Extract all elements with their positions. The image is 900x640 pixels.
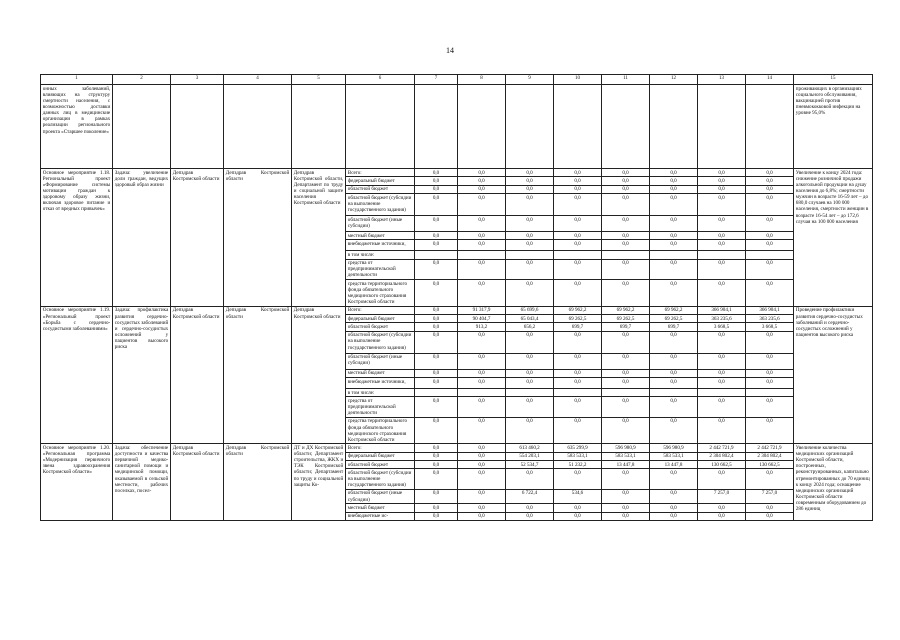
value-cell: 0,0 (506, 378, 554, 389)
value-cell: 0,0 (554, 259, 602, 280)
column-number-cell: 4 (224, 75, 292, 85)
value-cell: 0,0 (746, 378, 794, 389)
value-cell: 69 262,5 (650, 315, 698, 323)
value-cell: 0,0 (746, 216, 794, 232)
value-cell: 0,0 (415, 280, 458, 307)
value-cell: 0,0 (458, 232, 506, 240)
value-cell: 6 722,4 (506, 489, 554, 503)
event-c1-cell: Основное мероприятие 1.20. «Региональная программа «Модернизация первичного звена здравоохранения Костромской области» (41, 444, 113, 520)
empty-cell (698, 85, 746, 169)
empty-cell (458, 85, 506, 169)
column-number-cell: 2 (113, 75, 171, 85)
expected-result-cell: Проведение профилактики развития сердечно-сосудистых заболеваний и сердечно-сосудистых осложнений у пациентов высокого риска (794, 306, 873, 444)
value-cell: 0,0 (602, 353, 650, 369)
value-cell: 0,0 (650, 512, 698, 520)
value-cell: 0,0 (650, 185, 698, 193)
event-c2-cell: Задача: увеличение доли граждан, ведущих здоровый образ жизни (113, 169, 171, 307)
value-cell: 0,0 (650, 504, 698, 512)
value-cell: 0,0 (415, 444, 458, 452)
event-c5-cell: Депздрав Костромской области, Департамент по труду и социальной защите населения Костромской области (292, 169, 346, 307)
value-cell: 583 533,1 (602, 452, 650, 460)
empty-cell (224, 85, 292, 169)
value-cell: 0,0 (458, 489, 506, 503)
column-number-cell: 15 (794, 75, 873, 85)
value-cell: 69 262,5 (554, 315, 602, 323)
value-cell: 0,0 (602, 397, 650, 418)
empty-cell (346, 85, 415, 169)
value-cell: 0,0 (746, 397, 794, 418)
funding-source-cell: средства территориального фонда обязательного медицинского страхования Костромской области (346, 280, 415, 307)
value-cell: 0,0 (650, 232, 698, 240)
value-cell: 69 262,5 (602, 315, 650, 323)
value-cell: 0,0 (458, 259, 506, 280)
column-number-cell: 1 (41, 75, 113, 85)
funding-source-cell: местный бюджет (346, 369, 415, 377)
value-cell: 0,0 (554, 353, 602, 369)
value-cell: 0,0 (554, 512, 602, 520)
value-cell: 0,0 (506, 469, 554, 490)
expected-result-cell: Увеличение количества медицинских организаций Костромской области, построенных, реконструированных, капитально отремонтированных до 70 единиц к концу 2024 года; оснащение медицинских организаций Костромской области современным оборудованием до 286 единиц (794, 444, 873, 520)
value-cell: 0,0 (554, 504, 602, 512)
value-cell: 0,0 (698, 504, 746, 512)
column-number-cell: 7 (415, 75, 458, 85)
value-cell: 0,0 (602, 259, 650, 280)
funding-source-cell: средства территориального фонда обязательного медицинского страхования Костромской области (346, 417, 415, 444)
value-cell: 0,0 (554, 240, 602, 251)
column-number-cell: 8 (458, 75, 506, 85)
value-cell: 0,0 (650, 378, 698, 389)
value-cell: 0,0 (554, 194, 602, 216)
value-cell: 0,0 (554, 469, 602, 490)
value-cell: 0,0 (458, 417, 506, 444)
value-cell: 0,0 (698, 185, 746, 193)
value-cell: 0,0 (506, 169, 554, 177)
funding-source-cell: местный бюджет (346, 232, 415, 240)
value-cell: 0,0 (458, 216, 506, 232)
column-number-cell: 3 (171, 75, 224, 85)
value-cell: 65 699,6 (506, 306, 554, 314)
value-cell: 0,0 (602, 280, 650, 307)
value-cell: 0,0 (602, 185, 650, 193)
value-cell (698, 389, 746, 397)
value-cell: 0,0 (458, 185, 506, 193)
value-cell: 0,0 (415, 512, 458, 520)
value-cell: 69 962,2 (554, 306, 602, 314)
funding-source-cell: областной бюджет (иные субсидии) (346, 216, 415, 232)
value-cell: 0,0 (746, 417, 794, 444)
funding-source-cell: областной бюджет (субсидии на выполнение государственного задания) (346, 331, 415, 353)
value-cell: 0,0 (602, 240, 650, 251)
funding-source-cell: федеральный бюджет (346, 452, 415, 460)
value-cell: 0,0 (650, 417, 698, 444)
funding-row (41, 444, 873, 452)
value-cell: 0,0 (415, 331, 458, 353)
column-number-cell: 14 (746, 75, 794, 85)
event-c4-cell: Депздрав Костромской области (224, 306, 292, 444)
value-cell: 0,0 (602, 469, 650, 490)
value-cell (415, 389, 458, 397)
value-cell: 0,0 (458, 369, 506, 377)
event-c3-cell: Депздрав Костромской области (171, 169, 224, 307)
event-c4-cell: Депздрав Костромской области (224, 444, 292, 520)
value-cell: 0,0 (415, 306, 458, 314)
value-cell: 0,0 (458, 169, 506, 177)
value-cell: 0,0 (746, 369, 794, 377)
value-cell: 0,0 (415, 417, 458, 444)
event-c5-cell: Депздрав Костромской области (292, 306, 346, 444)
empty-cell (171, 85, 224, 169)
empty-cell (113, 85, 171, 169)
funding-source-cell: областной бюджет (субсидии на выполнение государственного задания) (346, 194, 415, 216)
value-cell: 0,0 (506, 369, 554, 377)
value-cell: 0,0 (415, 378, 458, 389)
column-number-cell: 6 (346, 75, 415, 85)
value-cell: 0,0 (602, 331, 650, 353)
value-cell: 2 442 721,9 (698, 444, 746, 452)
funding-source-cell: средства от предпринимательской деятельности (346, 397, 415, 418)
value-cell: 0,0 (746, 469, 794, 490)
value-cell: 363 235,6 (698, 315, 746, 323)
value-cell: 0,0 (698, 369, 746, 377)
value-cell: 0,0 (650, 216, 698, 232)
value-cell: 0,0 (506, 177, 554, 185)
event-c2-cell: Задача: профилактика развития сердечно-сосудистых заболеваний и сердечно-сосудистых осложнений у пациентов высокого риска (113, 306, 171, 444)
value-cell: 0,0 (554, 216, 602, 232)
value-cell: 0,0 (602, 216, 650, 232)
value-cell: 0,0 (458, 280, 506, 307)
value-cell: 0,0 (415, 194, 458, 216)
value-cell: 0,0 (415, 177, 458, 185)
value-cell: 0,0 (415, 323, 458, 331)
value-cell: 0,0 (415, 259, 458, 280)
value-cell: 699,7 (554, 323, 602, 331)
value-cell: 91 317,9 (458, 306, 506, 314)
value-cell: 0,0 (602, 369, 650, 377)
event-c2-cell: Задача: обеспечение доступности и качества первичной медико-санитарной помощи и медицинской помощи, оказываемой в сельской местности, рабочих поселках, посел- (113, 444, 171, 520)
value-cell: 2 442 721,9 (746, 444, 794, 452)
value-cell: 699,7 (602, 323, 650, 331)
value-cell: 0,0 (506, 353, 554, 369)
value-cell (602, 251, 650, 259)
value-cell: 0,0 (698, 240, 746, 251)
funding-row (41, 169, 873, 177)
value-cell: 0,0 (602, 378, 650, 389)
funding-row (41, 306, 873, 314)
value-cell: 0,0 (415, 369, 458, 377)
value-cell: 0,0 (415, 185, 458, 193)
value-cell (506, 389, 554, 397)
value-cell: 0,0 (506, 504, 554, 512)
table-body (41, 75, 873, 521)
value-cell: 0,0 (554, 280, 602, 307)
value-cell: 0,0 (506, 240, 554, 251)
value-cell: 0,0 (746, 185, 794, 193)
continuation-event-cell: онных заболеваний, влияющих на структуру смертности населения, с возможностью доставки данных лиц в медицинские организации в рамках реализации регионального проекта «Старшее поколение» (41, 85, 113, 169)
empty-cell (506, 85, 554, 169)
continuation-result-cell: проживающих в организациях социального обслуживания, вакцинацией против пневмококковой инфекции на уровне 95,0% (794, 85, 873, 169)
value-cell (554, 251, 602, 259)
value-cell: 7 257,0 (698, 489, 746, 503)
column-number-cell: 9 (506, 75, 554, 85)
value-cell: 0,0 (415, 216, 458, 232)
funding-source-cell: областной бюджет (346, 185, 415, 193)
value-cell: 0,0 (415, 353, 458, 369)
value-cell: 0,0 (554, 177, 602, 185)
empty-cell (602, 85, 650, 169)
value-cell: 0,0 (650, 353, 698, 369)
value-cell (602, 389, 650, 397)
funding-source-cell: областной бюджет (иные субсидии) (346, 489, 415, 503)
value-cell: 0,0 (650, 489, 698, 503)
value-cell: 0,0 (506, 216, 554, 232)
event-c4-cell: Депздрав Костромской области (224, 169, 292, 307)
empty-cell (650, 85, 698, 169)
value-cell: 0,0 (746, 194, 794, 216)
event-c1-cell: Основное мероприятие 1.18. Региональный проект «Формирование системы мотивации граждан к здоровому образу жизни, включая здоровое питание и отказ от вредных привычек» (41, 169, 113, 307)
value-cell: 363 235,6 (746, 315, 794, 323)
value-cell: 0,0 (698, 378, 746, 389)
value-cell: 0,0 (458, 378, 506, 389)
value-cell: 0,0 (554, 397, 602, 418)
value-cell: 0,0 (602, 489, 650, 503)
value-cell: 656,2 (506, 323, 554, 331)
value-cell: 0,0 (602, 512, 650, 520)
funding-source-cell: областной бюджет (346, 461, 415, 469)
value-cell: 0,0 (746, 512, 794, 520)
value-cell: 366 904,1 (746, 306, 794, 314)
value-cell: 0,0 (458, 444, 506, 452)
value-cell: 0,0 (698, 417, 746, 444)
value-cell: 0,0 (415, 469, 458, 490)
funding-source-cell: внебюджетные источники, (346, 240, 415, 251)
value-cell: 0,0 (698, 232, 746, 240)
value-cell: 130 662,5 (746, 461, 794, 469)
value-cell: 0,0 (506, 417, 554, 444)
value-cell: 0,0 (458, 397, 506, 418)
value-cell: 596 980,9 (650, 444, 698, 452)
value-cell: 0,0 (602, 232, 650, 240)
funding-source-cell: местный бюджет (346, 504, 415, 512)
value-cell (554, 389, 602, 397)
value-cell: 0,0 (698, 469, 746, 490)
value-cell: 69 962,2 (650, 306, 698, 314)
value-cell: 0,0 (698, 194, 746, 216)
value-cell: 0,0 (650, 194, 698, 216)
value-cell: 583 533,1 (554, 452, 602, 460)
value-cell: 0,0 (698, 259, 746, 280)
funding-source-cell: федеральный бюджет (346, 315, 415, 323)
value-cell: 534,6 (554, 489, 602, 503)
funding-source-cell: внебюджетные источники, (346, 378, 415, 389)
value-cell: 0,0 (746, 331, 794, 353)
value-cell: 0,0 (554, 369, 602, 377)
value-cell: 0,0 (650, 240, 698, 251)
value-cell: 13 447,8 (650, 461, 698, 469)
event-c3-cell: Депздрав Костромской области (171, 306, 224, 444)
value-cell: 0,0 (698, 216, 746, 232)
value-cell (698, 251, 746, 259)
empty-cell (292, 85, 346, 169)
value-cell: 583 533,1 (650, 452, 698, 460)
value-cell: 0,0 (506, 331, 554, 353)
value-cell: 0,0 (698, 331, 746, 353)
value-cell: 0,0 (650, 169, 698, 177)
value-cell: 52 534,7 (506, 461, 554, 469)
value-cell: 0,0 (698, 177, 746, 185)
value-cell: 554 203,1 (506, 452, 554, 460)
value-cell: 13 447,8 (602, 461, 650, 469)
value-cell: 69 962,2 (602, 306, 650, 314)
value-cell: 0,0 (698, 512, 746, 520)
value-cell (458, 251, 506, 259)
column-number-cell: 11 (602, 75, 650, 85)
value-cell: 0,0 (415, 397, 458, 418)
funding-source-cell: областной бюджет (346, 323, 415, 331)
funding-source-cell: федеральный бюджет (346, 177, 415, 185)
value-cell: 0,0 (554, 417, 602, 444)
funding-source-cell: Всего: (346, 444, 415, 452)
value-cell: 0,0 (602, 194, 650, 216)
value-cell: 3 668,5 (746, 323, 794, 331)
column-number-cell: 5 (292, 75, 346, 85)
event-c3-cell: Депздрав Костромской области (171, 444, 224, 520)
value-cell: 635 299,9 (554, 444, 602, 452)
value-cell: 0,0 (746, 169, 794, 177)
value-cell: 0,0 (650, 331, 698, 353)
value-cell: 0,0 (746, 232, 794, 240)
value-cell: 90 404,7 (458, 315, 506, 323)
column-number-cell: 13 (698, 75, 746, 85)
value-cell: 2 304 802,4 (746, 452, 794, 460)
value-cell: 699,7 (650, 323, 698, 331)
value-cell: 0,0 (602, 177, 650, 185)
value-cell (506, 251, 554, 259)
value-cell: 596 980,9 (602, 444, 650, 452)
value-cell: 0,0 (554, 185, 602, 193)
value-cell: 613 460,2 (506, 444, 554, 452)
value-cell: 0,0 (458, 177, 506, 185)
value-cell: 0,0 (506, 232, 554, 240)
funding-source-cell: Всего: (346, 169, 415, 177)
value-cell: 0,0 (458, 240, 506, 251)
funding-source-cell: внебюджетные ис- (346, 512, 415, 520)
value-cell: 0,0 (458, 512, 506, 520)
value-cell: 0,0 (458, 194, 506, 216)
value-cell: 0,0 (650, 397, 698, 418)
value-cell: 0,0 (746, 240, 794, 251)
value-cell: 0,0 (746, 353, 794, 369)
value-cell: 0,0 (746, 177, 794, 185)
value-cell: 0,0 (554, 232, 602, 240)
value-cell (746, 389, 794, 397)
header-row (41, 75, 873, 85)
value-cell: 0,0 (415, 489, 458, 503)
value-cell: 0,0 (506, 259, 554, 280)
value-cell (746, 251, 794, 259)
funding-source-cell: в том числе: (346, 389, 415, 397)
value-cell: 3 668,5 (698, 323, 746, 331)
value-cell: 0,0 (602, 417, 650, 444)
value-cell: 7 257,0 (746, 489, 794, 503)
funding-source-cell: областной бюджет (иные субсидии) (346, 353, 415, 369)
event-c1-cell: Основное мероприятие 1.19. «Региональный проект «Борьба с сердечно-сосудистыми заболеваниями» (41, 306, 113, 444)
value-cell: 913,2 (458, 323, 506, 331)
empty-cell (554, 85, 602, 169)
value-cell: 0,0 (650, 280, 698, 307)
value-cell: 0,0 (458, 469, 506, 490)
empty-cell (746, 85, 794, 169)
page-number: 14 (446, 46, 454, 55)
value-cell (458, 389, 506, 397)
value-cell (650, 389, 698, 397)
value-cell: 0,0 (458, 353, 506, 369)
value-cell: 0,0 (554, 169, 602, 177)
value-cell: 366 904,1 (698, 306, 746, 314)
value-cell: 0,0 (415, 315, 458, 323)
value-cell: 0,0 (458, 452, 506, 460)
value-cell: 0,0 (650, 177, 698, 185)
column-number-cell: 12 (650, 75, 698, 85)
value-cell: 0,0 (415, 504, 458, 512)
value-cell (415, 251, 458, 259)
funding-source-cell: Всего: (346, 306, 415, 314)
value-cell: 0,0 (415, 452, 458, 460)
value-cell: 0,0 (746, 280, 794, 307)
value-cell: 0,0 (506, 512, 554, 520)
empty-cell (415, 85, 458, 169)
funding-source-cell: в том числе: (346, 251, 415, 259)
value-cell: 0,0 (506, 194, 554, 216)
value-cell: 0,0 (506, 280, 554, 307)
value-cell: 0,0 (650, 469, 698, 490)
value-cell: 0,0 (746, 259, 794, 280)
value-cell (650, 251, 698, 259)
value-cell: 0,0 (698, 353, 746, 369)
value-cell: 0,0 (458, 504, 506, 512)
value-cell: 130 662,5 (698, 461, 746, 469)
value-cell: 65 043,4 (506, 315, 554, 323)
value-cell: 2 304 802,4 (698, 452, 746, 460)
value-cell: 0,0 (458, 461, 506, 469)
funding-source-cell: областной бюджет (субсидии на выполнение государственного задания) (346, 469, 415, 490)
funding-source-cell: средства от предпринимательской деятельности (346, 259, 415, 280)
value-cell: 0,0 (698, 169, 746, 177)
value-cell: 0,0 (554, 331, 602, 353)
value-cell: 0,0 (415, 232, 458, 240)
value-cell: 0,0 (650, 259, 698, 280)
value-cell: 0,0 (415, 240, 458, 251)
continuation-row (41, 85, 873, 169)
value-cell: 0,0 (458, 331, 506, 353)
event-c5-cell: ДТ и ДХ Костромской области; Департамент строительства, ЖКХ и ТЭК Костромской области; Департамент по труду и социальной защиты Ко- (292, 444, 346, 520)
value-cell: 0,0 (415, 461, 458, 469)
column-number-cell: 10 (554, 75, 602, 85)
financing-table (40, 74, 873, 521)
value-cell: 0,0 (415, 169, 458, 177)
value-cell: 0,0 (650, 369, 698, 377)
value-cell: 0,0 (506, 397, 554, 418)
expected-result-cell: Увеличение к концу 2024 года: снижение розничной продажи алкогольной продукции на душу населения до 6,8%; смертности мужчин в возрасте 16-59 лет – до 680,0 случаев на 100 000 населения, смертности женщин в возрасте 16-54 лет – до 172,6 случая на 100 000 населения (794, 169, 873, 307)
value-cell: 0,0 (506, 185, 554, 193)
value-cell: 0,0 (698, 280, 746, 307)
value-cell: 0,0 (746, 504, 794, 512)
value-cell: 0,0 (698, 397, 746, 418)
value-cell: 0,0 (602, 504, 650, 512)
value-cell: 0,0 (554, 378, 602, 389)
value-cell: 51 232,2 (554, 461, 602, 469)
value-cell: 0,0 (602, 169, 650, 177)
